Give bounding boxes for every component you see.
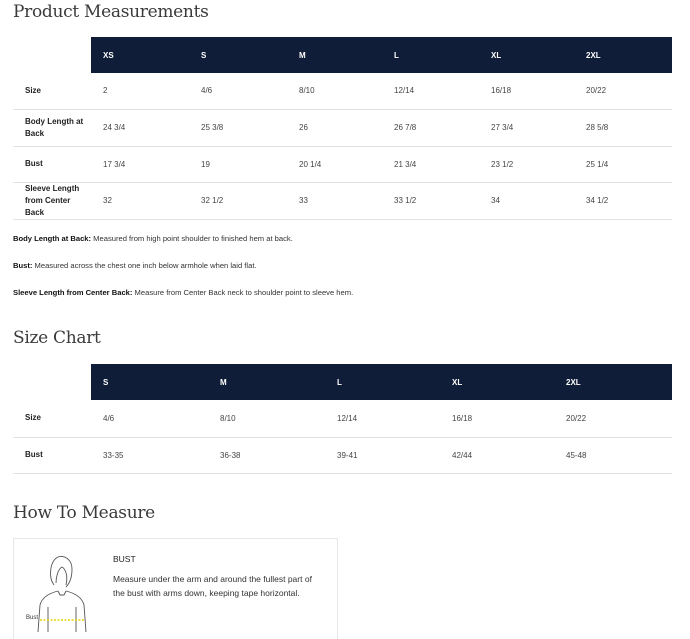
row-label: Body Length at Back xyxy=(13,109,91,146)
table-cell: 20/22 xyxy=(554,400,672,437)
table-cell: 42/44 xyxy=(440,437,554,473)
bust-figure-label: Bust xyxy=(26,615,39,621)
table-cell: 32 xyxy=(91,182,189,219)
table-cell: 36-38 xyxy=(208,437,325,473)
header-blank-cell xyxy=(13,364,91,400)
table-header-row xyxy=(13,364,672,400)
table-cell: 27 3/4 xyxy=(479,109,574,146)
column-header: M xyxy=(208,364,325,400)
table-cell: 34 xyxy=(479,182,574,219)
table-cell: 8/10 xyxy=(287,73,382,109)
table-cell: 24 3/4 xyxy=(91,109,189,146)
column-header: XL xyxy=(440,364,554,400)
note-term: Bust: xyxy=(13,261,33,270)
table-cell: 25 1/4 xyxy=(574,146,672,182)
column-header: XS xyxy=(91,37,189,73)
table-cell: 33 1/2 xyxy=(382,182,479,219)
table-row xyxy=(13,146,672,182)
column-header: M xyxy=(287,37,382,73)
note-term: Sleeve Length from Center Back: xyxy=(13,288,133,297)
header-blank-cell xyxy=(13,37,91,73)
table-row xyxy=(13,109,672,146)
card-description: Measure under the arm and around the fullest part of the bust with arms down, keeping tape horizontal. xyxy=(113,574,312,598)
note-bust xyxy=(13,261,257,270)
table-cell: 19 xyxy=(189,146,287,182)
row-label: Size xyxy=(13,400,91,437)
table-cell: 4/6 xyxy=(91,400,208,437)
column-header: L xyxy=(382,37,479,73)
row-label: Size xyxy=(13,73,91,109)
table-cell: 16/18 xyxy=(440,400,554,437)
table-cell: 26 7/8 xyxy=(382,109,479,146)
table-cell: 8/10 xyxy=(208,400,325,437)
table-cell: 20/22 xyxy=(574,73,672,109)
table-row xyxy=(13,73,672,109)
table-cell: 32 1/2 xyxy=(189,182,287,219)
note-text: Measured from high point shoulder to finished hem at back. xyxy=(91,234,293,243)
product-measurements-table xyxy=(13,37,672,220)
row-label: Bust xyxy=(13,437,91,473)
table-cell: 17 3/4 xyxy=(91,146,189,182)
table-row xyxy=(13,182,672,219)
table-cell: 12/14 xyxy=(382,73,479,109)
table-cell: 12/14 xyxy=(325,400,440,437)
table-cell: 16/18 xyxy=(479,73,574,109)
table-cell: 34 1/2 xyxy=(574,182,672,219)
column-header: 2XL xyxy=(554,364,672,400)
note-sleeve-length xyxy=(13,288,353,297)
note-text: Measure from Center Back neck to shoulder point to sleeve hem. xyxy=(132,288,354,297)
table-cell: 2 xyxy=(91,73,189,109)
size-chart-title: Size Chart xyxy=(13,328,101,348)
table-cell: 33 xyxy=(287,182,382,219)
note-term: Body Length at Back: xyxy=(13,234,92,243)
table-header-row xyxy=(13,37,672,73)
table-cell: 25 3/8 xyxy=(189,109,287,146)
table-cell: 26 xyxy=(287,109,382,146)
column-header: S xyxy=(91,364,208,400)
table-cell: 4/6 xyxy=(189,73,287,109)
how-to-measure-title: How To Measure xyxy=(13,503,155,523)
table-cell: 20 1/4 xyxy=(287,146,382,182)
table-cell: 45-48 xyxy=(554,437,672,473)
row-label: Sleeve Length from Center Back xyxy=(13,182,91,219)
size-chart-table xyxy=(13,364,672,474)
table-cell: 23 1/2 xyxy=(479,146,574,182)
bust-figure-illustration xyxy=(26,547,96,632)
column-header: L xyxy=(325,364,440,400)
bust-measure-card xyxy=(13,538,338,639)
column-header: 2XL xyxy=(574,37,672,73)
product-measurements-title: Product Measurements xyxy=(13,2,209,22)
card-title: BUST xyxy=(113,554,136,564)
column-header: S xyxy=(189,37,287,73)
note-body-length xyxy=(13,234,293,243)
table-cell: 21 3/4 xyxy=(382,146,479,182)
table-cell: 39-41 xyxy=(325,437,440,473)
note-text: Measured across the chest one inch below armhole when laid flat. xyxy=(32,261,257,270)
table-cell: 28 5/8 xyxy=(574,109,672,146)
table-cell: 33-35 xyxy=(91,437,208,473)
column-header: XL xyxy=(479,37,574,73)
row-label: Bust xyxy=(13,146,91,182)
table-row xyxy=(13,400,672,437)
table-row xyxy=(13,437,672,473)
